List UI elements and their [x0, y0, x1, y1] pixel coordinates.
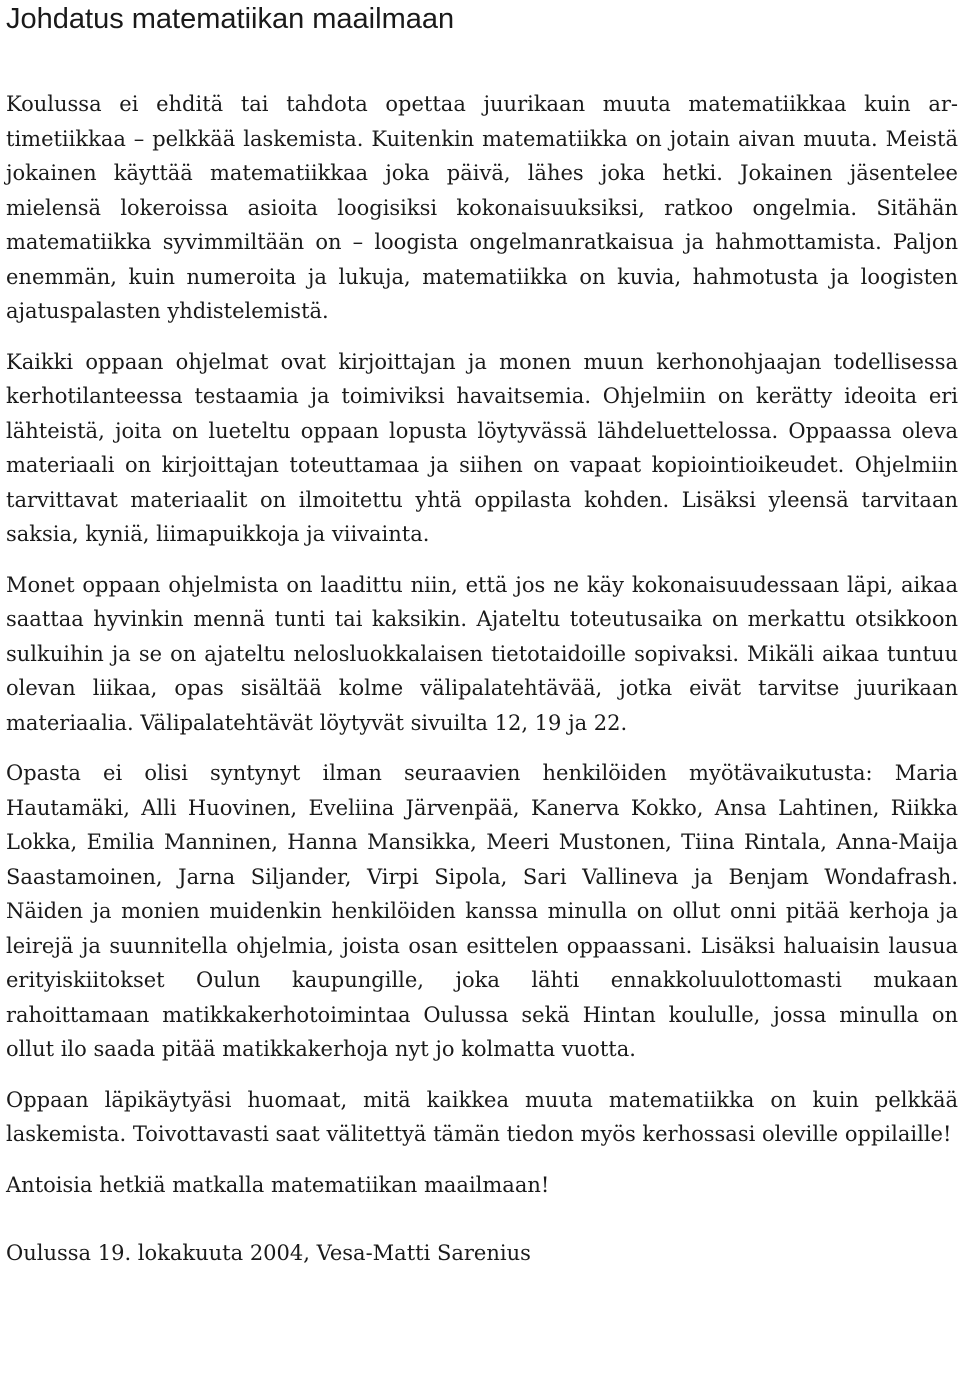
- paragraph-duration: Monet oppaan ohjelmista on laadittu niin, että jos ne käy kokonaisuudessaan läpi, aikaa saattaa hyvinkin mennä tunti tai kaksikin. Ajateltu toteutusaika on merkattu otsikkoon sulkuihin ja se on ajateltu nelosluokkalaisen tietotaidoille sopivaksi. Mikäli aikaa tuntuu olevan liikaa, opas sisältää kolme välipalatehtävää, jotka eivät tarvitse juurikaan materiaalia. Välipalatehtävät löytyvät sivuilta 12, 19 ja 22.: [6, 572, 958, 735]
- document-page: [6, 0, 958, 1271]
- paragraph-acknowledgements: Opasta ei olisi syntynyt ilman seuraavien henkilöiden myötävaikutusta: Maria Hautamäki, Alli Huovinen, Eveliina Järvenpää, Kanerva Kokko, Ansa Lahtinen, Riikka Lokka, Emilia Manninen, Hanna Mansikka, Meeri Mustonen, Tiina Rintala, Anna-Maija Saastamoinen, Jarna Siljander, Virpi Sipola, Sari Vallineva ja Benjam Wondafrash. Näiden ja monien muidenkin henkilöiden kanssa minulla on ollut onni pitää kerhoja ja leirejä ja suunnitella ohjelmia, joista osan esittelen oppaassani. Lisäksi haluaisin lausua erityiskiitokset Oulun kaupungille, joka lähti ennakkoluulottomasti mukaan rahoittamaan matikkakerhotoimintaa Oulussa sekä Hintan koululle, jossa minulla on ollut ilo saada pitää matikkakerhoja nyt jo kolmatta vuotta.: [6, 761, 958, 1061]
- paragraph-programs: Kaikki oppaan ohjelmat ovat kirjoittajan ja monen muun kerhonohjaajan todellisessa kerhotilanteessa testaamia ja toimiviksi havaitsemia. Ohjelmiin on kerätty ideoita eri lähteistä, joita on lueteltu oppaan lopusta löytyvässä lähdeluettelossa. Oppaassa oleva materiaali on kirjoittajan toteuttamaa ja siihen on vapaat kopiointioikeudet. Ohjelmiin tarvittavat materiaalit on ilmoitettu yhtä oppilasta kohden. Lisäksi yleensä tarvitaan saksia, kyniä, liimapuikkoja ja viivainta.: [6, 349, 958, 546]
- paragraph-intro: Koulussa ei ehditä tai tahdota opettaa juurikaan muuta matematiikkaa kuin artimetiikkaa – pelkkää laskemista. Kuitenkin matematiikka on jotain aivan muuta. Meistä jokainen käyttää matematiikkaa joka päivä, lähes joka hetki. Jokainen jäsentelee mielensä lokeroissa asioita loogisiksi kokonaisuuksiksi, ratkoo ongelmia. Sitähän matematiikka syvimmiltään on – loogista ongelmanratkaisua ja hahmottamista. Paljon enemmän, kuin numeroita ja lukuja, matematiikka on kuvia, hahmotusta ja loogisten ajatuspalasten yhdistelemistä.: [6, 92, 958, 323]
- paragraph-conclusion: Oppaan läpikäytyäsi huomaat, mitä kaikkea muuta matematiikka on kuin pelkkää laskemista. Toivottavasti saat välitettyä tämän tiedon myös kerhossasi oleville oppilaille!: [6, 1087, 958, 1146]
- signature-line: Oulussa 19. lokakuuta 2004, Vesa-Matti Sarenius: [6, 1241, 531, 1265]
- page-title: Johdatus matematiikan maailmaan: [6, 3, 455, 35]
- closing-line: Antoisia hetkiä matkalla matematiikan maailmaan!: [6, 1172, 550, 1197]
